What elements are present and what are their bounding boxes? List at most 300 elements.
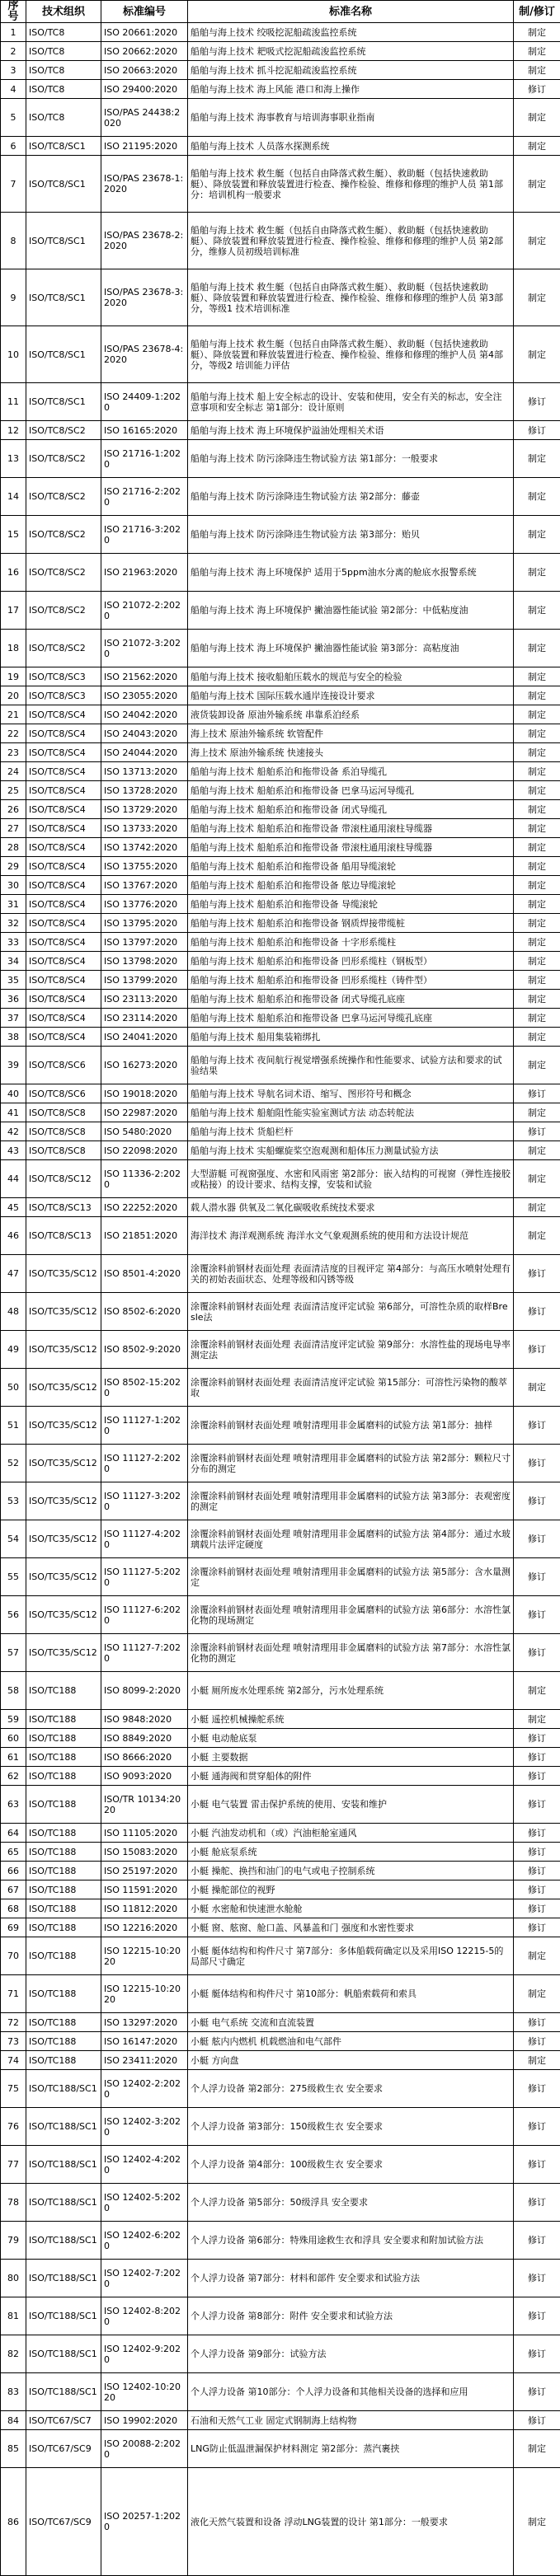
row-number: 73 [1,2032,26,2051]
row-code: ISO 23114:2020 [101,1009,188,1028]
row-org: ISO/TC8/SC6 [26,1084,101,1103]
row-type: 修订 [514,1634,560,1672]
table-row [1,1899,560,1918]
row-type: 修订 [514,383,560,421]
row-code: ISO 12215-10:2020 [101,1975,188,2013]
table-row [1,1009,560,1028]
row-org: ISO/TC8/SC4 [26,876,101,895]
row-number: 72 [1,2013,26,2032]
row-type: 修订 [514,421,560,440]
row-type: 制定 [514,1160,560,1198]
row-type: 制定 [514,42,560,61]
row-name: 个人浮力设备 第10部分：个人浮力设备和其他相关设备的选择和应用 [188,2373,514,2411]
row-code: ISO 9093:2020 [101,1767,188,1786]
row-type: 修订 [514,1767,560,1786]
row-name: 小艇 遥控机械操舵系统 [188,1710,514,1729]
row-org: ISO/TC35/SC12 [26,1255,101,1293]
table-row [1,2032,560,2051]
row-name: 船舶与海上技术 防污涂降违生物试验方法 第3部分：贻贝 [188,516,514,554]
row-number: 48 [1,1293,26,1331]
row-code: ISO 13713:2020 [101,762,188,781]
row-org: ISO/TC35/SC12 [26,1445,101,1482]
row-number: 67 [1,1880,26,1899]
row-org: ISO/TC8/SC4 [26,838,101,857]
table-row [1,857,560,876]
table-row [1,1160,560,1198]
row-org: ISO/TC188 [26,1880,101,1899]
row-code: ISO 19018:2020 [101,1084,188,1103]
row-type: 修订 [514,1331,560,1369]
row-name: 船舶与海上技术 船舶系泊和拖带设备 闭式导缆孔底座 [188,990,514,1009]
table-row [1,743,560,762]
row-name: 小艇 窗、舷窗、舱口盖、风暴盖和门 强度和水密性要求 [188,1918,514,1937]
table-row [1,781,560,800]
header-code: 标准编号 [101,1,188,23]
row-code: ISO 11127-5:2020 [101,1558,188,1596]
row-number: 85 [1,2430,26,2468]
row-type: 制定 [514,781,560,800]
row-code: ISO 12215-10:2020 [101,1937,188,1975]
row-name: 船舶与海上技术 船舶系泊和拖带设备 凹形系缆柱（铸件型） [188,971,514,990]
row-org: ISO/TC8 [26,42,101,61]
row-code: ISO 12402-7:2020 [101,2260,188,2297]
row-code: ISO 21963:2020 [101,554,188,592]
table-row [1,23,560,42]
table-row [1,1558,560,1596]
row-name: 液化天然气装置和设备 浮动LNG装置的设计 第1部分：一般要求 [188,2468,514,2576]
row-org: ISO/TC8/SC1 [26,213,101,269]
row-number: 79 [1,2222,26,2260]
table-row [1,421,560,440]
table-row [1,1084,560,1103]
table-row [1,2373,560,2411]
row-org: ISO/TC8/SC3 [26,686,101,705]
table-row [1,724,560,743]
row-name: 涂覆涂料前钢材表面处理 喷射清理用非金属磨料的试验方法 第3部分：表观密度的测定 [188,1482,514,1520]
table-row [1,61,560,80]
row-name: 船舶与海上技术 船舶系泊和拖带设备 巴拿马运河导缆孔底座 [188,1009,514,1028]
row-type: 制定 [514,762,560,781]
row-name: 船舶与海上技术 防污涂降违生物试验方法 第2部分：藤壶 [188,478,514,516]
row-type: 制定 [514,952,560,971]
table-row [1,42,560,61]
row-code: ISO 24043:2020 [101,724,188,743]
row-code: ISO 11336-2:2020 [101,1160,188,1198]
row-code: ISO 9848:2020 [101,1710,188,1729]
row-name: 个人浮力设备 第4部分：100级救生衣 安全要求 [188,2146,514,2184]
row-code: ISO 20663:2020 [101,61,188,80]
row-number: 21 [1,705,26,724]
row-code: ISO 8099-2:2020 [101,1672,188,1710]
row-org: ISO/TC8/SC4 [26,1009,101,1028]
row-org: ISO/TC8/SC1 [26,137,101,156]
row-number: 62 [1,1767,26,1786]
row-name: 个人浮力设备 第6部分：特殊用途救生衣和浮具 安全要求和附加试验方法 [188,2222,514,2260]
row-name: 涂覆涂料前钢材表面处理 表面清洁度的目视评定 第4部分：与高压水喷射处理有关的初始表面状态、处理等级和闪锈等级 [188,1255,514,1293]
table-row [1,1482,560,1520]
row-code: ISO 21072-2:2020 [101,592,188,630]
row-type: 修订 [514,2108,560,2146]
table-row [1,1824,560,1843]
row-code: ISO 12402-8:2020 [101,2297,188,2335]
row-type: 修订 [514,1084,560,1103]
row-number: 16 [1,554,26,592]
row-org: ISO/TC35/SC12 [26,1596,101,1634]
row-org: ISO/TC8/SC13 [26,1198,101,1217]
row-number: 6 [1,137,26,156]
row-number: 84 [1,2411,26,2430]
table-row [1,213,560,269]
table-row [1,630,560,667]
row-type: 修订 [514,1862,560,1880]
row-type: 制定 [514,1009,560,1028]
row-name: 小艇 操舵部位的视野 [188,1880,514,1899]
row-type: 制定 [514,2468,560,2576]
row-number: 56 [1,1596,26,1634]
row-name: 个人浮力设备 第3部分：150级救生衣 安全要求 [188,2108,514,2146]
table-row [1,1672,560,1710]
row-number: 60 [1,1729,26,1748]
table-row [1,705,560,724]
row-type: 修订 [514,2146,560,2184]
row-number: 47 [1,1255,26,1293]
row-number: 9 [1,269,26,326]
row-type: 制定 [514,326,560,383]
row-name: 小艇 水密舱和快速泄水舱舱 [188,1899,514,1918]
row-number: 22 [1,724,26,743]
row-number: 46 [1,1217,26,1255]
table-row [1,2070,560,2108]
table-row [1,2335,560,2373]
row-number: 50 [1,1369,26,1407]
row-code: ISO 13798:2020 [101,952,188,971]
row-name: 小艇 厕所废水处理系统 第2部分，污水处理系统 [188,1672,514,1710]
row-number: 31 [1,895,26,914]
table-row [1,667,560,686]
row-code: ISO 19902:2020 [101,2411,188,2430]
row-name: 船舶与海上技术 接收船舶压载水的规范与安全的检验 [188,667,514,686]
row-org: ISO/TC8/SC8 [26,1122,101,1141]
row-code: ISO 13728:2020 [101,781,188,800]
row-name: 小艇 电气系统 交流和直流装置 [188,2013,514,2032]
row-number: 59 [1,1710,26,1729]
row-type: 修订 [514,1899,560,1918]
row-name: 船舶与海上技术 人员落水探测系统 [188,137,514,156]
table-row [1,1255,560,1293]
table-row [1,1634,560,1672]
row-name: 液货装卸设备 原油外输系统 串靠系泊经系 [188,705,514,724]
row-org: ISO/TC35/SC12 [26,1293,101,1331]
row-number: 36 [1,990,26,1009]
row-code: ISO 8502-6:2020 [101,1293,188,1331]
row-type: 制定 [514,990,560,1009]
row-code: ISO 20662:2020 [101,42,188,61]
row-org: ISO/TC188 [26,1862,101,1880]
row-org: ISO/TC8 [26,61,101,80]
row-name: 海上技术 原油外输系统 快速接头 [188,743,514,762]
row-number: 44 [1,1160,26,1198]
row-name: 涂覆涂料前钢材表面处理 喷射清理用非金属磨料的试验方法 第2部分：颗粒尺寸分布的测定 [188,1445,514,1482]
row-name: 石油和天然气工业 固定式钢制海上结构物 [188,2411,514,2430]
row-number: 61 [1,1748,26,1767]
row-number: 63 [1,1786,26,1824]
table-row [1,1293,560,1331]
table-row [1,326,560,383]
row-type: 修订 [514,1596,560,1634]
row-org: ISO/TC188 [26,1899,101,1918]
row-code: ISO 13767:2020 [101,876,188,895]
table-row [1,80,560,99]
row-name: 船舶与海上技术 救生艇（包括自由降落式救生艇）、救助艇（包括快速救助艇）、降放装置和释放装置进行检查、操作检验、维修和修理的维护人员 第3部分，等级1 技术培训标准 [188,269,514,326]
row-code: ISO 24041:2020 [101,1028,188,1047]
table-row [1,440,560,478]
row-org: ISO/TC35/SC12 [26,1331,101,1369]
row-name: 船舶与海上技术 船舶系泊和拖带设备 闭式导缆孔 [188,800,514,819]
table-row [1,1918,560,1937]
row-type: 修订 [514,1918,560,1937]
row-name: 小艇 通海阀和贯穿船体的附件 [188,1767,514,1786]
row-type: 修订 [514,2032,560,2051]
row-org: ISO/TC8/SC4 [26,705,101,724]
row-number: 51 [1,1407,26,1445]
row-org: ISO/TC188 [26,1748,101,1767]
table-row [1,1843,560,1862]
row-number: 83 [1,2373,26,2411]
row-type: 制定 [514,516,560,554]
row-org: ISO/TC8/SC8 [26,1103,101,1122]
row-name: 船舶与海上技术 船上安全标志的设计、安装和使用，安全有关的标志，安全注意事项和安全标志 第1部分：设计原则 [188,383,514,421]
row-name: 涂覆涂料前钢材表面处理 表面清洁度评定试验 第6部分，可溶性杂质的取样Bresle法 [188,1293,514,1331]
row-org: ISO/TC8/SC1 [26,269,101,326]
row-type: 修订 [514,2013,560,2032]
row-number: 2 [1,42,26,61]
row-org: ISO/TC8/SC1 [26,383,101,421]
row-code: ISO 12402-10:2020 [101,2373,188,2411]
row-number: 14 [1,478,26,516]
table-row [1,1369,560,1407]
row-code: ISO 8666:2020 [101,1748,188,1767]
row-number: 18 [1,630,26,667]
row-type: 制定 [514,1047,560,1084]
row-org: ISO/TC35/SC12 [26,1407,101,1445]
row-name: 船舶与海上技术 夜间航行视觉增强系统操作和性能要求、试验方法和要求的试验结果 [188,1047,514,1084]
row-name: 船舶与海上技术 防污涂降违生物试验方法 第1部分：一般要求 [188,440,514,478]
row-name: 船舶与海上技术 船舶系泊和拖带设备 带滚柱通用滚柱导缆器 [188,819,514,838]
table-row [1,686,560,705]
row-number: 29 [1,857,26,876]
row-code: ISO 11812:2020 [101,1899,188,1918]
header-org: 技术组织 [26,1,101,23]
row-org: ISO/TC8/SC4 [26,914,101,933]
row-org: ISO/TC188/SC1 [26,2297,101,2335]
row-type: 修订 [514,1520,560,1558]
row-type: 制定 [514,800,560,819]
table-row [1,554,560,592]
row-org: ISO/TC8/SC4 [26,724,101,743]
header-name: 标准名称 [188,1,514,23]
row-type: 修订 [514,2184,560,2222]
row-type: 制定 [514,667,560,686]
row-number: 37 [1,1009,26,1028]
row-code: ISO 21195:2020 [101,137,188,156]
row-number: 35 [1,971,26,990]
row-type: 修订 [514,2222,560,2260]
table-row [1,2051,560,2070]
table-row [1,876,560,895]
row-type: 修订 [514,2260,560,2297]
row-name: 船舶与海上技术 抓斗挖泥船疏浚监控系统 [188,61,514,80]
row-code: ISO 11105:2020 [101,1824,188,1843]
table-row [1,819,560,838]
row-type: 修订 [514,2297,560,2335]
table-row [1,1748,560,1767]
row-name: 小艇 艇体结构和构件尺寸 第10部分：帆船索载荷和索具 [188,1975,514,2013]
row-code: ISO 22987:2020 [101,1103,188,1122]
row-type: 修订 [514,80,560,99]
row-number: 34 [1,952,26,971]
table-row [1,156,560,213]
row-org: ISO/TC8/SC4 [26,800,101,819]
row-number: 57 [1,1634,26,1672]
row-code: ISO 12402-3:2020 [101,2108,188,2146]
row-type: 制定 [514,2051,560,2070]
row-type: 修订 [514,2373,560,2411]
row-code: ISO 13729:2020 [101,800,188,819]
row-type: 修订 [514,1748,560,1767]
row-type: 修订 [514,1445,560,1482]
row-number: 8 [1,213,26,269]
table-row [1,2260,560,2297]
row-code: ISO 16273:2020 [101,1047,188,1084]
row-type: 修订 [514,1729,560,1748]
row-org: ISO/TC35/SC12 [26,1558,101,1596]
row-org: ISO/TC8/SC2 [26,630,101,667]
row-number: 33 [1,933,26,952]
row-org: ISO/TC188/SC1 [26,2335,101,2373]
row-code: ISO 12216:2020 [101,1918,188,1937]
table-row [1,1122,560,1141]
row-number: 27 [1,819,26,838]
row-type: 修订 [514,1824,560,1843]
row-org: ISO/TC8/SC4 [26,762,101,781]
row-type: 制定 [514,1103,560,1122]
row-type: 制定 [514,1217,560,1255]
row-code: ISO 13799:2020 [101,971,188,990]
row-org: ISO/TC8 [26,23,101,42]
table-row [1,914,560,933]
row-number: 52 [1,1445,26,1482]
row-name: 涂覆涂料前钢材表面处理 表面清洁度评定试验 第15部分：可溶性污染物的酸萃取 [188,1369,514,1407]
row-type: 修订 [514,2335,560,2373]
table-row [1,1198,560,1217]
row-org: ISO/TC67/SC9 [26,2430,101,2468]
table-row [1,478,560,516]
row-type: 修订 [514,1293,560,1331]
row-name: 小艇 电动舱底泵 [188,1729,514,1748]
row-type: 制定 [514,819,560,838]
row-org: ISO/TC188 [26,1710,101,1729]
row-code: ISO/PAS 23678-4:2020 [101,326,188,383]
row-org: ISO/TC8/SC2 [26,478,101,516]
row-code: ISO 20088-2:2020 [101,2430,188,2468]
row-code: ISO/TR 10134:2020 [101,1786,188,1824]
row-code: ISO/PAS 23678-1:2020 [101,156,188,213]
table-row [1,383,560,421]
row-code: ISO 16165:2020 [101,421,188,440]
table-row [1,2013,560,2032]
row-name: 船舶与海上技术 海上环境保护 撇油器性能试验 第3部分：高粘度油 [188,630,514,667]
table-row [1,762,560,781]
row-org: ISO/TC8/SC4 [26,971,101,990]
row-number: 39 [1,1047,26,1084]
row-number: 5 [1,99,26,137]
header-no: 序号 [1,1,26,23]
row-code: ISO 11591:2020 [101,1880,188,1899]
table-row [1,2430,560,2468]
row-number: 25 [1,781,26,800]
row-code: ISO 21716-3:2020 [101,516,188,554]
row-code: ISO 11127-2:2020 [101,1445,188,1482]
row-type: 制定 [514,61,560,80]
row-code: ISO 13733:2020 [101,819,188,838]
row-code: ISO 16147:2020 [101,2032,188,2051]
row-name: 涂覆涂料前钢材表面处理 喷射清理用非金属磨料的试验方法 第6部分：水溶性氯化物的现场测定 [188,1596,514,1634]
row-name: 船舶与海上技术 救生艇（包括自由降落式救生艇）、救助艇（包括快速救助艇）、降放装置和释放装置进行检查、操作检验、维修和修理的维护人员 第2部分，维修人员初级培训标准 [188,213,514,269]
row-number: 24 [1,762,26,781]
row-type: 制定 [514,895,560,914]
row-number: 65 [1,1843,26,1862]
row-number: 38 [1,1028,26,1047]
row-type: 制定 [514,857,560,876]
table-row [1,1880,560,1899]
row-code: ISO 12402-4:2020 [101,2146,188,2184]
row-number: 30 [1,876,26,895]
row-org: ISO/TC8/SC3 [26,667,101,686]
row-name: 个人浮力设备 第8部分：附件 安全要求和试验方法 [188,2297,514,2335]
table-row [1,1331,560,1369]
row-type: 修订 [514,1558,560,1596]
row-type: 制定 [514,478,560,516]
row-type: 制定 [514,914,560,933]
row-name: 船舶与海上技术 国际压载水通岸连接设计要求 [188,686,514,705]
row-name: 船舶与海上技术 船舶系泊和拖带设备 钢质焊接带缆桩 [188,914,514,933]
row-number: 76 [1,2108,26,2146]
row-name: 船舶与海上技术 船舶系泊和拖带设备 舷边导缆滚轮 [188,876,514,895]
row-name: 船舶与海上技术 船舶系泊和拖带设备 十字形系缆柱 [188,933,514,952]
table-header-row [1,1,560,23]
row-name: 个人浮力设备 第7部分：材料和部件 安全要求和试验方法 [188,2260,514,2297]
table-row [1,1103,560,1122]
row-number: 41 [1,1103,26,1122]
row-org: ISO/TC188 [26,1672,101,1710]
table-row [1,2108,560,2146]
row-name: 大型游艇 可视窗强度、水密和风雨密 第2部分：嵌入结构的可视窗（弹性连接胶或粘接）的设计要求、结构支撑，安装和试验 [188,1160,514,1198]
row-code: ISO 11127-3:2020 [101,1482,188,1520]
row-code: ISO 13797:2020 [101,933,188,952]
row-type: 制定 [514,705,560,724]
table-row [1,952,560,971]
row-number: 17 [1,592,26,630]
row-code: ISO 8502-9:2020 [101,1331,188,1369]
row-code: ISO 13297:2020 [101,2013,188,2032]
row-type: 修订 [514,1843,560,1862]
row-code: ISO 8849:2020 [101,1729,188,1748]
row-type: 制定 [514,724,560,743]
row-name: 小艇 舱底泵系统 [188,1843,514,1862]
table-row [1,2297,560,2335]
row-code: ISO 13776:2020 [101,895,188,914]
row-number: 13 [1,440,26,478]
